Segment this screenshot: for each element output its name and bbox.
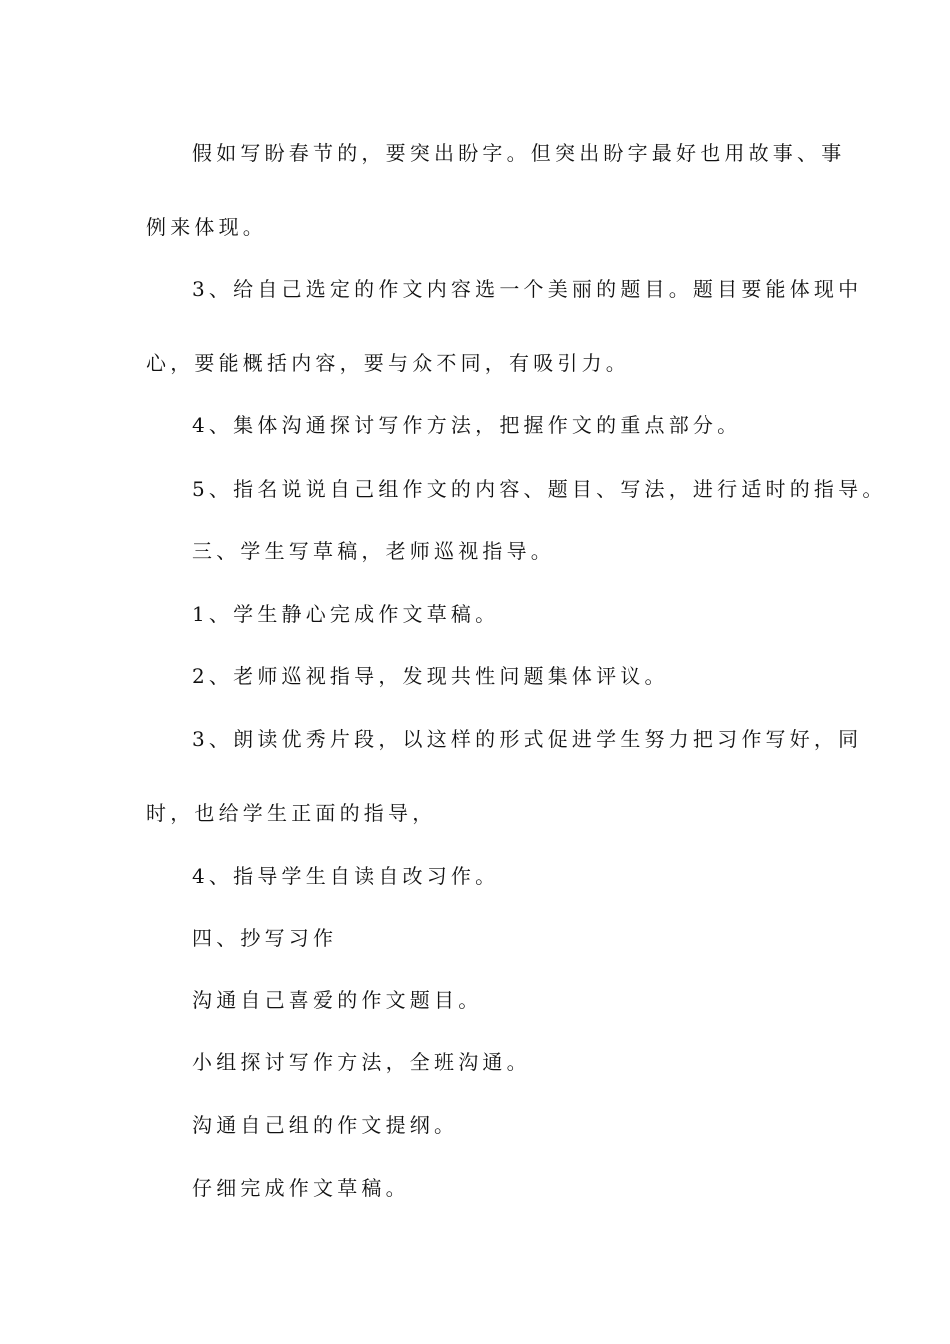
paragraph-line: 例来体现。 [146,215,267,239]
paragraph-line: 沟通自己组的作文提纲。 [192,1113,459,1137]
paragraph-line: 4、集体沟通探讨写作方法，把握作文的重点部分。 [192,413,742,437]
paragraph-line: 仔细完成作文草稿。 [192,1176,410,1200]
paragraph-line: 1、学生静心完成作文草稿。 [192,602,500,626]
paragraph-line: 2、老师巡视指导，发现共性问题集体评议。 [192,664,669,688]
paragraph-line: 3、给自己选定的作文内容选一个美丽的题目。题目要能体现中 [192,277,863,301]
section-heading: 三、学生写草稿，老师巡视指导。 [192,539,555,563]
section-heading: 四、抄写习作 [192,926,338,950]
paragraph-line: 5、指名说说自己组作文的内容、题目、写法，进行适时的指导。 [192,477,887,501]
paragraph-line: 假如写盼春节的，要突出盼字。但突出盼字最好也用故事、事 [192,141,846,165]
paragraph-line: 小组探讨写作方法，全班沟通。 [192,1050,531,1074]
paragraph-line: 4、指导学生自读自改习作。 [192,864,500,888]
paragraph-line: 心，要能概括内容，要与众不同，有吸引力。 [146,351,630,375]
paragraph-line: 沟通自己喜爱的作文题目。 [192,988,483,1012]
paragraph-line: 3、朗读优秀片段，以这样的形式促进学生努力把习作写好，同 [192,727,863,751]
paragraph-line: 时，也给学生正面的指导， [146,801,437,825]
